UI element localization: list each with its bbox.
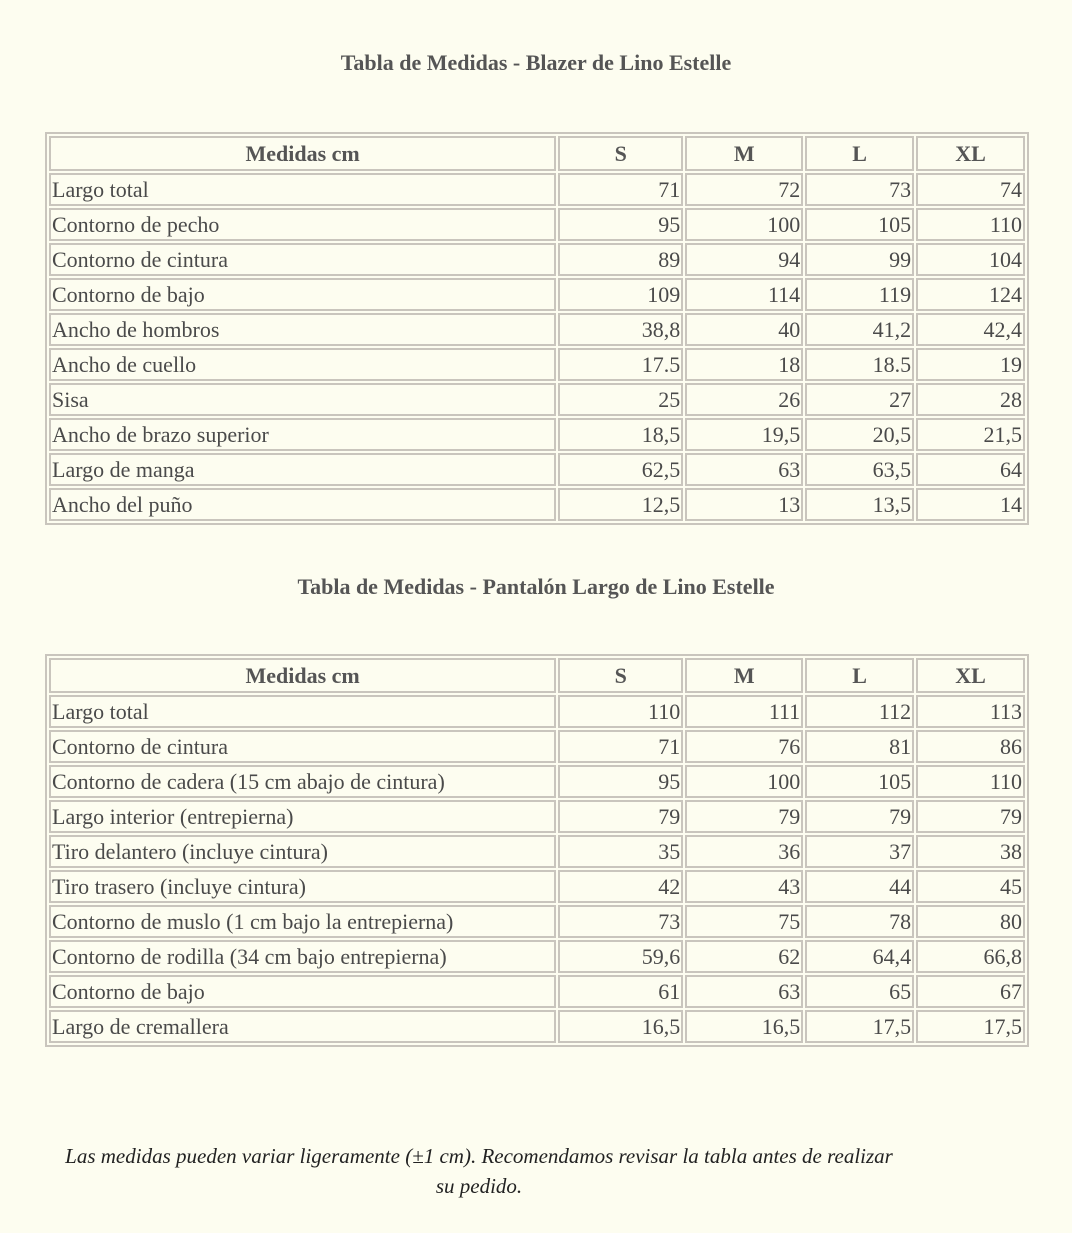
cell-value: 119 [805,278,914,311]
cell-value: 62 [685,940,803,973]
table-row [49,278,1025,311]
row-label: Ancho de brazo superior [49,418,556,451]
cell-value: 114 [685,278,803,311]
cell-value: 74 [916,173,1025,206]
row-label: Largo de manga [49,453,556,486]
cell-value: 16,5 [558,1010,683,1043]
header-size-l: L [805,658,914,693]
cell-value: 105 [805,208,914,241]
row-label: Largo interior (entrepierna) [49,800,556,833]
cell-value: 110 [916,208,1025,241]
cell-value: 17.5 [558,348,683,381]
cell-value: 63 [685,453,803,486]
header-size-m: M [685,658,803,693]
cell-value: 35 [558,835,683,868]
cell-value: 105 [805,765,914,798]
cell-value: 19,5 [685,418,803,451]
cell-value: 79 [805,800,914,833]
cell-value: 79 [558,800,683,833]
cell-value: 94 [685,243,803,276]
row-label: Sisa [49,383,556,416]
table-row [49,173,1025,206]
table-row [49,905,1025,938]
table-row [49,765,1025,798]
cell-value: 104 [916,243,1025,276]
row-label: Ancho de hombros [49,313,556,346]
row-label: Ancho del puño [49,488,556,521]
cell-value: 27 [805,383,914,416]
header-size-l: L [805,136,914,171]
cell-value: 42,4 [916,313,1025,346]
header-measure-label: Medidas cm [49,658,556,693]
blazer-table-title: Tabla de Medidas - Blazer de Lino Estelle [340,50,732,75]
blazer-size-table [45,132,1029,525]
measurement-note: Las medidas pueden variar ligeramente (±1 cm). Recomendamos revisar la tabla antes de realizar su pedido. [65,1144,893,1198]
cell-value: 72 [685,173,803,206]
cell-value: 100 [685,208,803,241]
row-label: Contorno de bajo [49,975,556,1008]
row-label: Contorno de cintura [49,730,556,763]
cell-value: 61 [558,975,683,1008]
pants-size-table [45,654,1029,1047]
cell-value: 62,5 [558,453,683,486]
cell-value: 14 [916,488,1025,521]
cell-value: 113 [916,695,1025,728]
cell-value: 42 [558,870,683,903]
row-label: Contorno de muslo (1 cm bajo la entrepierna) [49,905,556,938]
cell-value: 36 [685,835,803,868]
header-size-s: S [558,136,683,171]
table-row [49,383,1025,416]
table-header-row [49,658,1025,693]
table-row [49,243,1025,276]
cell-value: 43 [685,870,803,903]
row-label: Tiro delantero (incluye cintura) [49,835,556,868]
row-label: Contorno de rodilla (34 cm bajo entrepierna) [49,940,556,973]
cell-value: 78 [805,905,914,938]
cell-value: 59,6 [558,940,683,973]
header-size-xl: XL [916,658,1025,693]
cell-value: 28 [916,383,1025,416]
table-row [49,348,1025,381]
cell-value: 26 [685,383,803,416]
cell-value: 100 [685,765,803,798]
cell-value: 95 [558,208,683,241]
row-label: Largo de cremallera [49,1010,556,1043]
cell-value: 110 [558,695,683,728]
cell-value: 21,5 [916,418,1025,451]
row-label: Contorno de cintura [49,243,556,276]
cell-value: 41,2 [805,313,914,346]
cell-value: 38 [916,835,1025,868]
cell-value: 25 [558,383,683,416]
cell-value: 12,5 [558,488,683,521]
cell-value: 112 [805,695,914,728]
row-label: Ancho de cuello [49,348,556,381]
cell-value: 89 [558,243,683,276]
row-label: Contorno de bajo [49,278,556,311]
cell-value: 79 [916,800,1025,833]
cell-value: 37 [805,835,914,868]
cell-value: 65 [805,975,914,1008]
table-row [49,695,1025,728]
cell-value: 64,4 [805,940,914,973]
cell-value: 18 [685,348,803,381]
table-row [49,1010,1025,1043]
header-size-s: S [558,658,683,693]
cell-value: 17,5 [805,1010,914,1043]
table-row [49,975,1025,1008]
cell-value: 40 [685,313,803,346]
row-label: Largo total [49,695,556,728]
header-measure-label: Medidas cm [49,136,556,171]
cell-value: 111 [685,695,803,728]
cell-value: 44 [805,870,914,903]
table-row [49,940,1025,973]
cell-value: 67 [916,975,1025,1008]
row-label: Tiro trasero (incluye cintura) [49,870,556,903]
table-row [49,870,1025,903]
row-label: Contorno de cadera (15 cm abajo de cintura) [49,765,556,798]
table-row [49,418,1025,451]
cell-value: 13,5 [805,488,914,521]
cell-value: 80 [916,905,1025,938]
cell-value: 18,5 [558,418,683,451]
row-label: Contorno de pecho [49,208,556,241]
cell-value: 79 [685,800,803,833]
cell-value: 66,8 [916,940,1025,973]
table-row [49,208,1025,241]
table-row [49,488,1025,521]
cell-value: 124 [916,278,1025,311]
header-size-m: M [685,136,803,171]
cell-value: 71 [558,730,683,763]
cell-value: 16,5 [685,1010,803,1043]
cell-value: 64 [916,453,1025,486]
cell-value: 19 [916,348,1025,381]
cell-value: 99 [805,243,914,276]
cell-value: 63 [685,975,803,1008]
row-label: Largo total [49,173,556,206]
cell-value: 20,5 [805,418,914,451]
cell-value: 76 [685,730,803,763]
table-row [49,453,1025,486]
cell-value: 18.5 [805,348,914,381]
cell-value: 45 [916,870,1025,903]
cell-value: 17,5 [916,1010,1025,1043]
cell-value: 75 [685,905,803,938]
table-row [49,800,1025,833]
table-row [49,835,1025,868]
cell-value: 110 [916,765,1025,798]
cell-value: 38,8 [558,313,683,346]
table-header-row [49,136,1025,171]
cell-value: 73 [558,905,683,938]
pants-table-title: Tabla de Medidas - Pantalón Largo de Lino Estelle [297,574,775,599]
cell-value: 71 [558,173,683,206]
cell-value: 86 [916,730,1025,763]
cell-value: 81 [805,730,914,763]
table-row [49,313,1025,346]
cell-value: 109 [558,278,683,311]
table-row [49,730,1025,763]
cell-value: 63,5 [805,453,914,486]
cell-value: 95 [558,765,683,798]
cell-value: 73 [805,173,914,206]
cell-value: 13 [685,488,803,521]
header-size-xl: XL [916,136,1025,171]
